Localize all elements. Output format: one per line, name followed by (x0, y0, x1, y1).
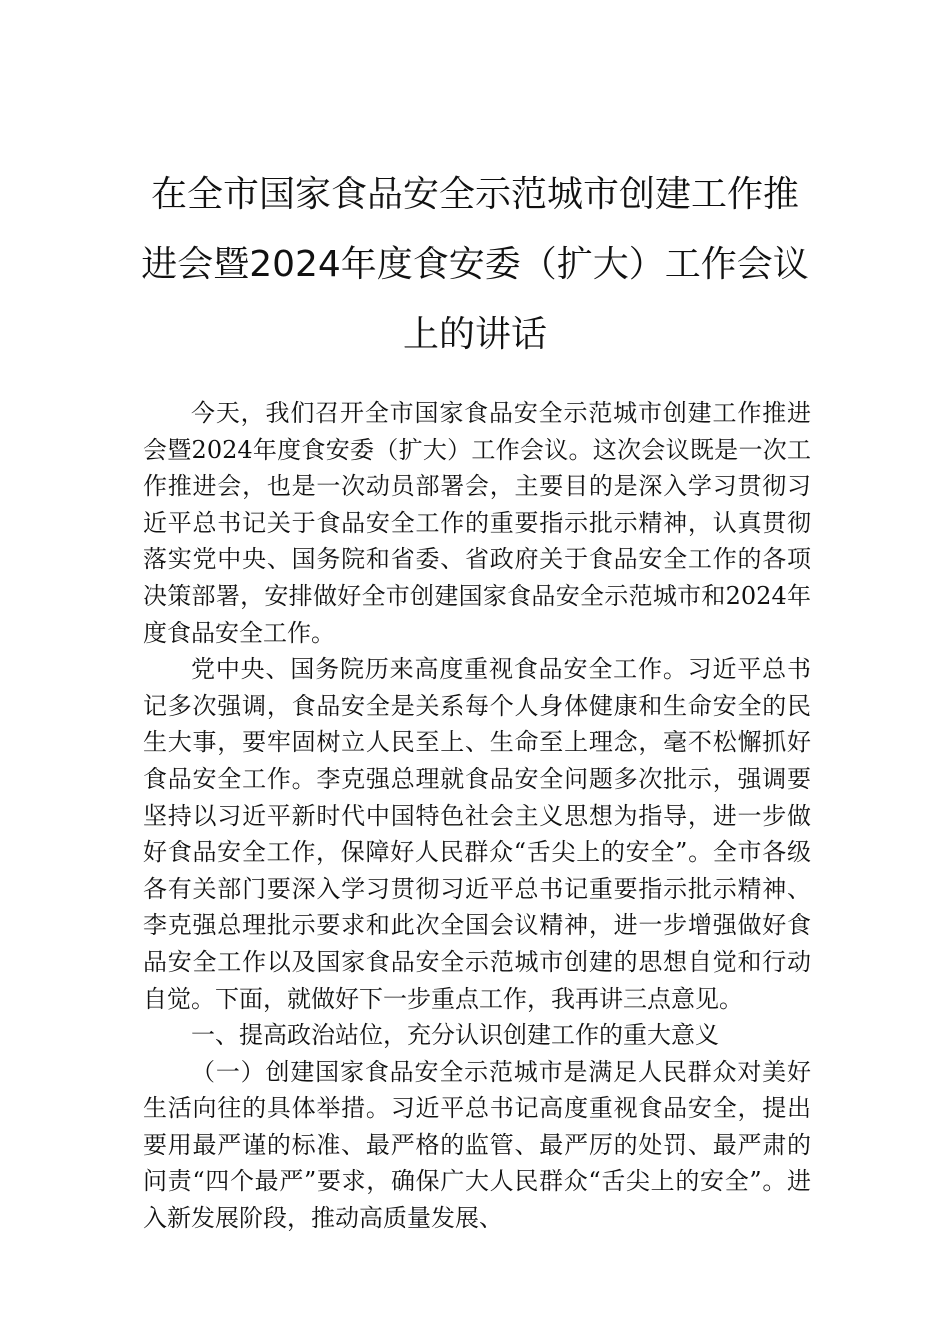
section-heading: 一、提高政治站位，充分认识创建工作的重大意义 (191, 1021, 719, 1050)
title-line: 上的讲话 (402, 314, 547, 355)
document-title (140, 160, 810, 370)
title-line: 在全市国家食品安全示范城市创建工作推 (150, 174, 799, 215)
body-paragraph: （一）创建国家食品安全示范城市是满足人民群众对美好生活向往的具体举措。习近平总书记高度重视食品安全，提出要用最严谨的标准、最严格的监管、最严厉的处罚、最严肃的问责“四个最严”要求，确保广大人民群众“舌尖上的安全”。进入新发展阶段，推动高质量发展、 (143, 1057, 811, 1233)
body-paragraph: 今天，我们召开全市国家食品安全示范城市创建工作推进会暨2024年度食安委（扩大）工作会议。这次会议既是一次工作推进会，也是一次动员部署会，主要目的是深入学习贯彻习近平总书记关于食品安全工作的重要指示批示精神，认真贯彻落实党中央、国务院和省委、省政府关于食品安全工作的各项决策部署，安排做好全市创建国家食品安全示范城市和2024年度食品安全工作。 (143, 399, 811, 647)
body-paragraph: 党中央、国务院历来高度重视食品安全工作。习近平总书记多次强调，食品安全是关系每个人身体健康和生命安全的民生大事，要牢固树立人民至上、生命至上理念，毫不松懈抓好食品安全工作。李克强总理就食品安全问题多次批示，强调要坚持以习近平新时代中国特色社会主义思想为指导，进一步做好食品安全工作，保障好人民群众“舌尖上的安全”。全市各级各有关部门要深入学习贯彻习近平总书记重要指示批示精神、李克强总理批示要求和此次全国会议精神，进一步增强做好食品安全工作以及国家食品安全示范城市创建的思想自觉和行动自觉。下面，就做好下一步重点工作，我再讲三点意见。 (143, 655, 811, 1013)
document-body (143, 395, 811, 1237)
title-line: 进会暨2024年度食安委（扩大）工作会议 (141, 244, 809, 285)
